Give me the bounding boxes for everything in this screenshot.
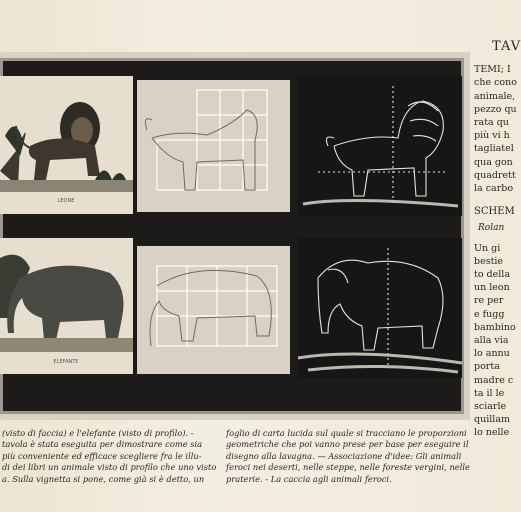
- lion-chalk: [298, 76, 462, 216]
- caption-line: disegno alla lavagna. — Associazione d'idee: Gli animali: [226, 450, 462, 461]
- caption-right-column: [226, 428, 470, 485]
- lion-grid-drawing: [137, 80, 290, 212]
- elephant-illustration: [0, 238, 133, 374]
- section-title: SCHEM: [474, 206, 515, 218]
- lion-illustration: [0, 76, 133, 214]
- caption-line: (visto di faccia) e l'elefante (visto di profilo). -: [2, 428, 194, 438]
- right-line: più vi h: [474, 130, 510, 142]
- elephant-chalkboard-drawing: [298, 238, 462, 378]
- right-line: lo annu: [474, 348, 510, 360]
- right-line: che cono: [474, 77, 517, 89]
- lion-caption: [58, 198, 75, 204]
- lion-drawing: [0, 76, 133, 214]
- right-line: quadrett: [474, 169, 516, 181]
- right-line: qua gon: [474, 156, 513, 168]
- elephant-caption: [54, 359, 79, 365]
- right-line: porta: [474, 361, 500, 373]
- lion-tracing-sheet: [137, 80, 290, 212]
- right-line: alla via: [474, 335, 509, 347]
- caption-line: geometriche che poi vanno prese per base per eseguire il: [226, 439, 469, 450]
- right-line: madre c: [474, 374, 514, 386]
- right-line: e fugg: [474, 308, 505, 320]
- svg-text:LEONE: LEONE: [57, 198, 75, 204]
- right-line: un leon: [474, 282, 510, 294]
- caption-line: foglio di carta lucida sul quale si tracciano le proporzioni: [226, 428, 467, 438]
- plate-heading: TAV: [492, 39, 521, 54]
- right-line: to della: [474, 269, 511, 281]
- right-line: sciarle: [474, 401, 507, 413]
- caption-line: tavola è stata eseguita per dimostrare come sia: [2, 439, 203, 450]
- right-line: Un gi: [474, 242, 501, 254]
- right-line: quillam: [474, 414, 510, 426]
- elephant-chalk: [298, 238, 462, 378]
- right-line: bestie: [474, 255, 504, 267]
- right-line: la carbo: [474, 183, 514, 195]
- right-line: bambino: [474, 321, 516, 333]
- caption-line: a. Sulla vignetta si pone, come già si è detto, un: [2, 473, 205, 484]
- right-line: rata qu: [474, 117, 509, 129]
- caption-line: più conveniente ed efficace scegliere fra le illu-: [2, 450, 202, 461]
- caption-line: praterie. - La caccia agli animali feroci.: [226, 473, 392, 484]
- right-line: pezzo qu: [474, 103, 517, 115]
- lion-chalkboard-drawing: [298, 76, 462, 216]
- right-column-text: [474, 30, 521, 450]
- caption-line: feroci nei deserti, nelle steppe, nelle foreste vergini, nelle: [226, 462, 470, 473]
- right-line: TEMI; I: [474, 64, 511, 76]
- caption-left-column: [2, 428, 216, 485]
- author-name: Rolan: [478, 223, 505, 234]
- caption-line: di dei libri un animale visto di profilo che uno visto: [2, 462, 217, 473]
- elephant-drawing: [0, 238, 133, 374]
- elephant-grid-drawing: [137, 246, 290, 374]
- svg-text:ELEFANTE: ELEFANTE: [53, 359, 79, 365]
- illustration-plate: [0, 52, 470, 420]
- elephant-tracing-sheet: [137, 246, 290, 374]
- right-line: ta il le: [474, 387, 505, 399]
- right-line: tagliatel: [474, 143, 514, 155]
- right-line: animale,: [474, 90, 516, 102]
- right-line: re per: [474, 295, 504, 307]
- right-line: lo nelle: [474, 427, 510, 439]
